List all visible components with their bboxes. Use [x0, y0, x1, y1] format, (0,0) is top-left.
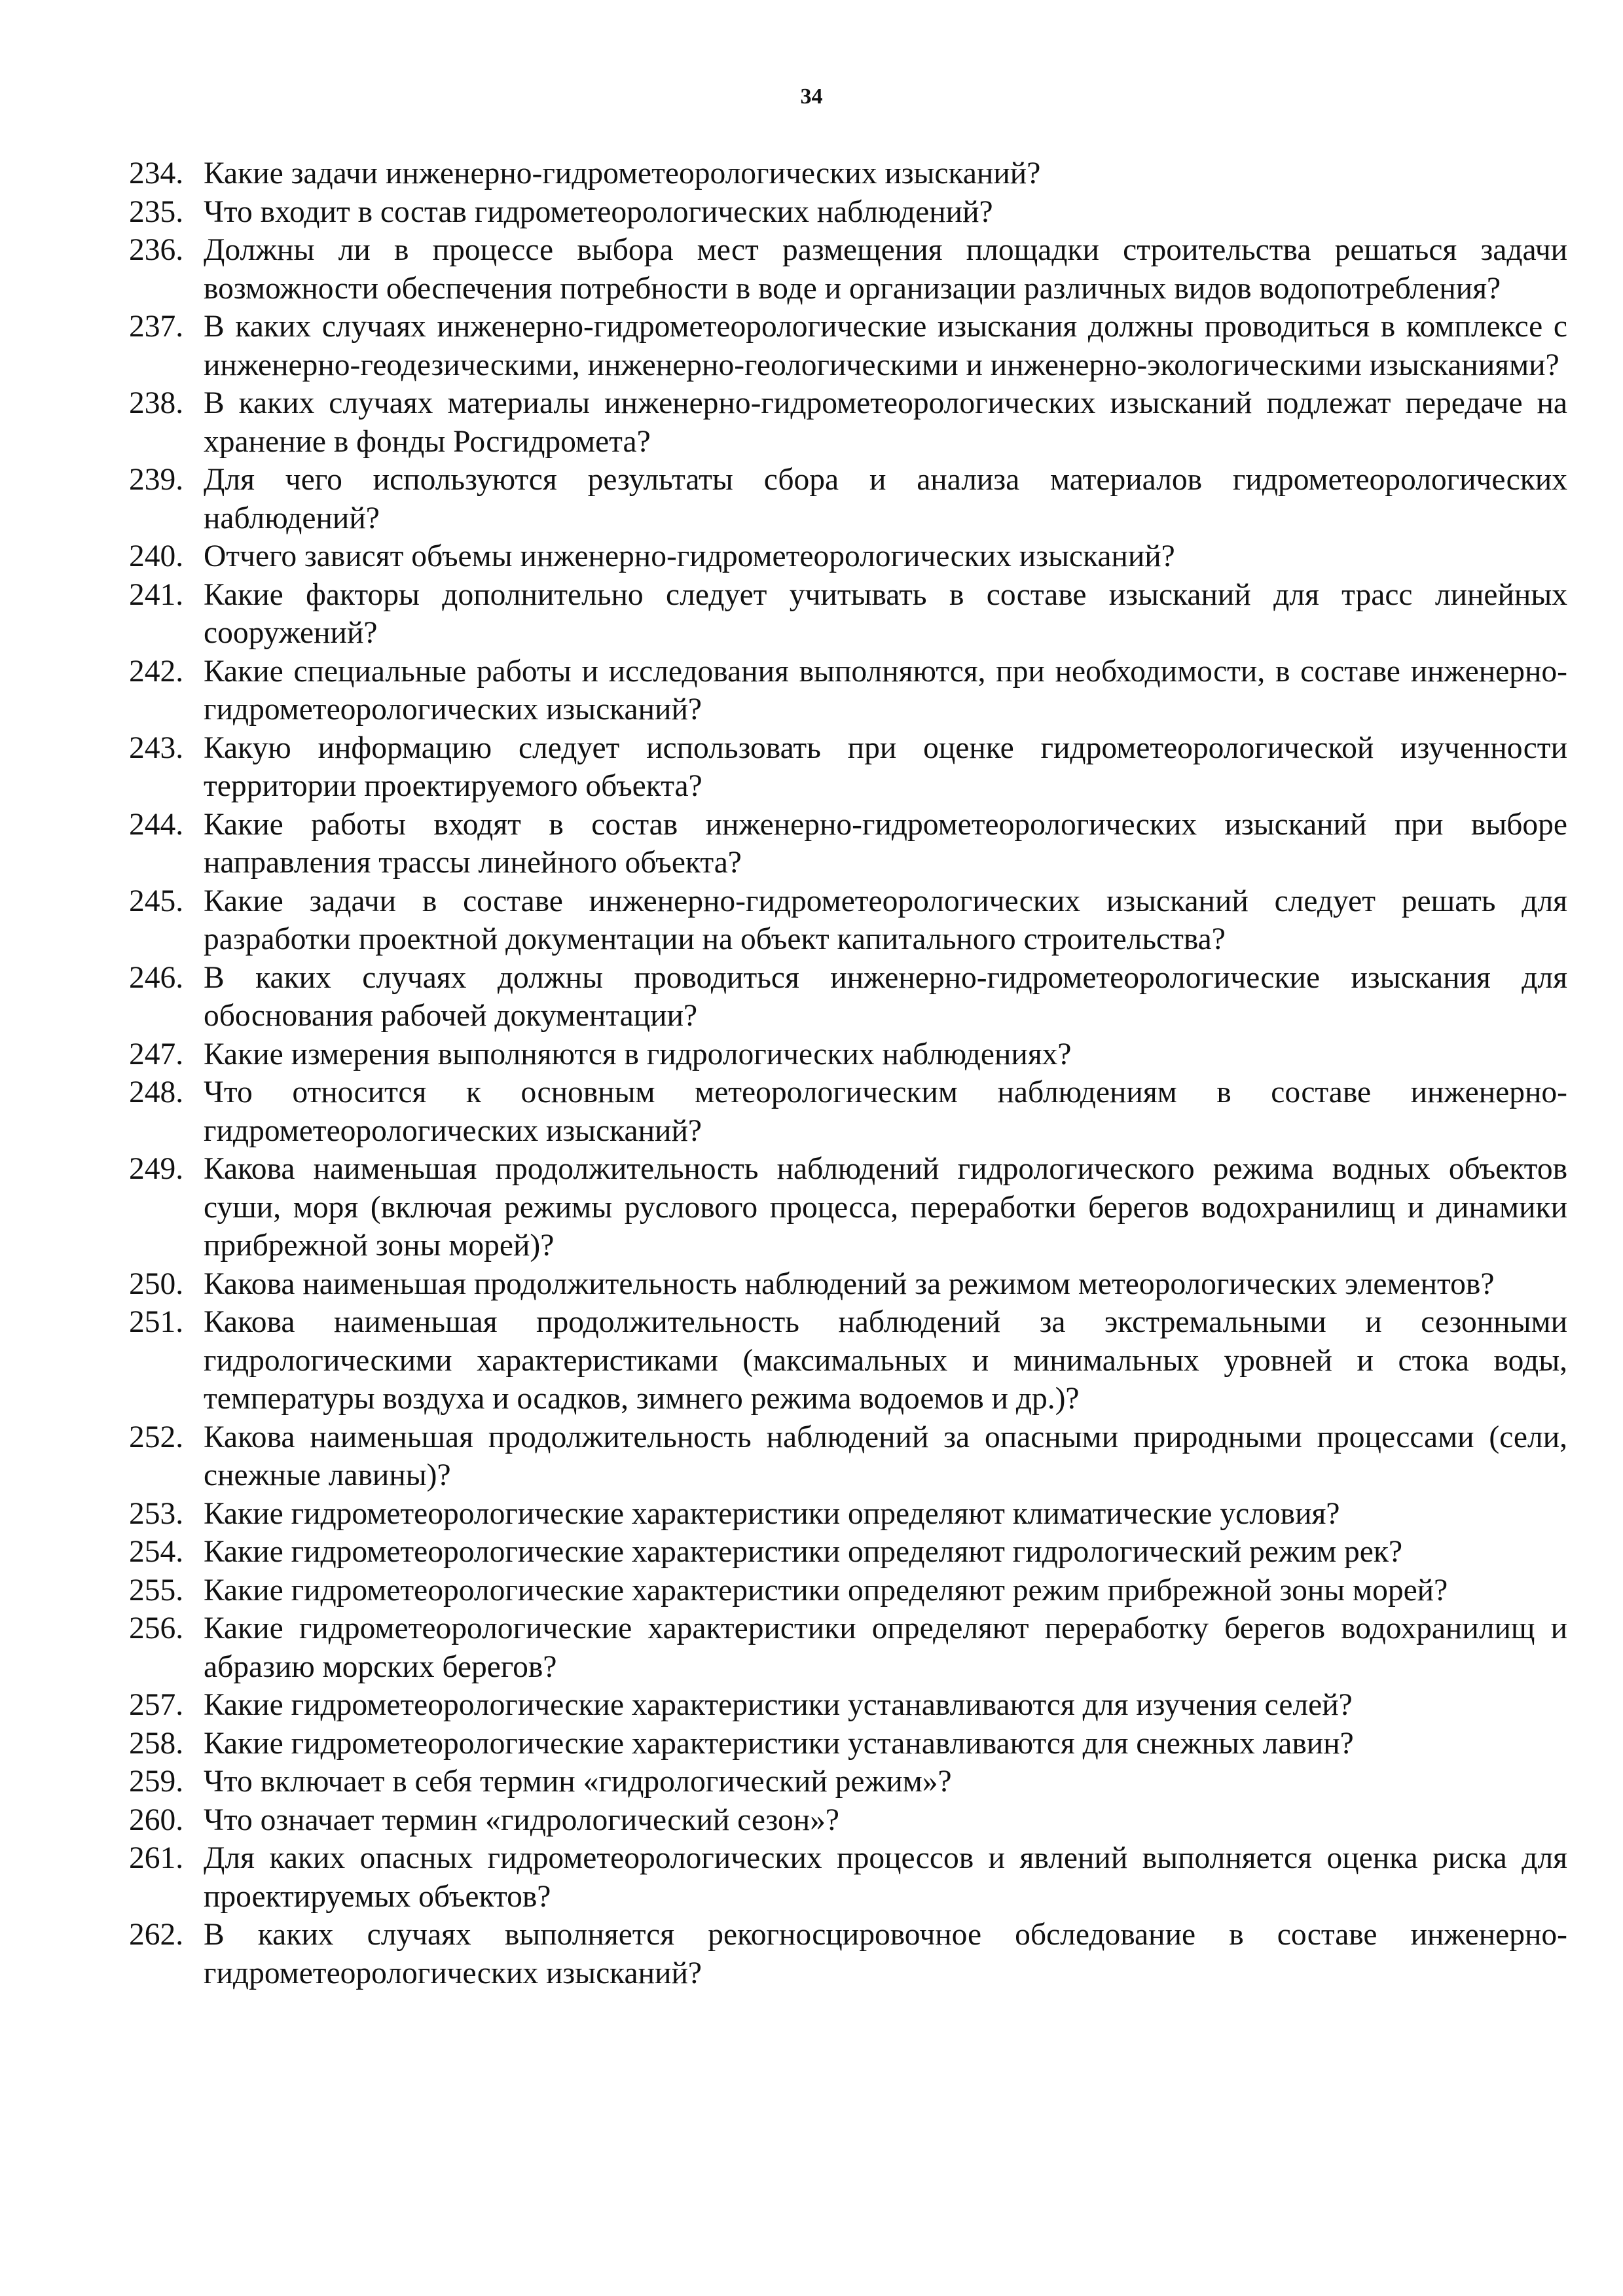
question-item	[0, 154, 1623, 193]
question-item	[0, 959, 1623, 1035]
question-number: 259.	[129, 1765, 184, 1799]
question-number: 256.	[129, 1611, 184, 1645]
question-number: 255.	[129, 1573, 184, 1607]
question-item	[0, 882, 1623, 959]
question-item	[0, 1073, 1623, 1150]
page-number: 34	[800, 84, 823, 109]
question-number: 241.	[129, 577, 184, 612]
question-number: 260.	[129, 1803, 184, 1837]
question-text: В каких случаях выполняется рекогносцировочное обследование в составе инженерно-гидрометеорологических изысканий?	[204, 1918, 1567, 1990]
question-number: 237.	[129, 310, 184, 344]
question-number: 251.	[129, 1305, 184, 1339]
question-number: 254.	[129, 1535, 184, 1569]
question-item	[0, 806, 1623, 882]
question-item	[0, 1916, 1623, 1992]
question-text: Какие гидрометеорологические характеристики устанавливаются для снежных лавин?	[204, 1726, 1354, 1761]
question-item	[0, 1533, 1623, 1571]
question-text: Отчего зависят объемы инженерно-гидрометеорологических изысканий?	[204, 539, 1175, 573]
question-number: 248.	[129, 1075, 184, 1109]
question-item	[0, 653, 1623, 729]
question-text: Какие гидрометеорологические характеристики устанавливаются для изучения селей?	[204, 1688, 1353, 1722]
question-number: 242.	[129, 654, 184, 689]
question-text: В каких случаях должны проводиться инженерно-гидрометеорологические изыскания для обоснования рабочей документации?	[204, 960, 1567, 1033]
question-item	[0, 537, 1623, 576]
question-number: 245.	[129, 884, 184, 918]
question-item	[0, 1763, 1623, 1801]
question-item	[0, 1571, 1623, 1610]
question-item	[0, 1035, 1623, 1074]
question-item	[0, 1839, 1623, 1916]
question-item	[0, 1418, 1623, 1495]
question-item	[0, 193, 1623, 232]
question-text: Какова наименьшая продолжительность наблюдений гидрологического режима водных объектов суши, моря (включая режимы руслового процесса, переработки берегов водохранилищ и динамики прибрежной зоны морей)?	[204, 1152, 1567, 1263]
question-number: 238.	[129, 386, 184, 420]
question-text: В каких случаях материалы инженерно-гидрометеорологических изысканий подлежат передаче на хранение в фонды Росгидромета?	[204, 386, 1567, 459]
question-item	[0, 231, 1623, 308]
question-number: 261.	[129, 1841, 184, 1875]
question-text: Что означает термин «гидрологический сезон»?	[204, 1803, 839, 1837]
question-number: 249.	[129, 1152, 184, 1186]
question-number: 236.	[129, 233, 184, 267]
question-number: 250.	[129, 1266, 184, 1301]
question-number: 247.	[129, 1037, 184, 1071]
question-text: Какова наименьшая продолжительность наблюдений за опасными природными процессами (сели, снежные лавины)?	[204, 1420, 1567, 1492]
question-item	[0, 576, 1623, 653]
question-list	[0, 154, 1623, 1992]
question-number: 235.	[129, 194, 184, 229]
question-number: 252.	[129, 1420, 184, 1454]
question-number: 240.	[129, 539, 184, 573]
question-item	[0, 729, 1623, 806]
question-text: Для чего используются результаты сбора и анализа материалов гидрометеорологических наблюдений?	[204, 463, 1567, 535]
question-item	[0, 384, 1623, 461]
question-item	[0, 1609, 1623, 1686]
question-item	[0, 308, 1623, 384]
question-item	[0, 1303, 1623, 1418]
question-text: Для каких опасных гидрометеорологических процессов и явлений выполняется оценка риска для проектируемых объектов?	[204, 1841, 1567, 1914]
question-text: Какие гидрометеорологические характеристики определяют климатические условия?	[204, 1496, 1340, 1531]
question-text: Что включает в себя термин «гидрологический режим»?	[204, 1765, 952, 1799]
question-item	[0, 1725, 1623, 1763]
question-text: Какие измерения выполняются в гидрологических наблюдениях?	[204, 1037, 1072, 1071]
question-number: 234.	[129, 156, 184, 190]
question-text: Какие задачи инженерно-гидрометеорологических изысканий?	[204, 156, 1041, 190]
question-item	[0, 1495, 1623, 1534]
question-item	[0, 1686, 1623, 1725]
question-text: Какие гидрометеорологические характеристики определяют режим прибрежной зоны морей?	[204, 1573, 1448, 1607]
question-number: 262.	[129, 1918, 184, 1952]
question-item	[0, 461, 1623, 537]
question-text: Что относится к основным метеорологическим наблюдениям в составе инженерно-гидрометеорологических изысканий?	[204, 1075, 1567, 1148]
question-number: 239.	[129, 463, 184, 497]
question-text: Что входит в состав гидрометеорологических наблюдений?	[204, 194, 993, 229]
question-text: Какие работы входят в состав инженерно-гидрометеорологических изысканий при выборе направления трассы линейного объекта?	[204, 807, 1567, 880]
question-text: Какова наименьшая продолжительность наблюдений за экстремальными и сезонными гидрологическими характеристиками (максимальных и минимальных уровней и стока воды, температуры воздуха и осадков, зимнего режима водоемов и др.)?	[204, 1305, 1567, 1416]
question-text: Какова наименьшая продолжительность наблюдений за режимом метеорологических элементов?	[204, 1266, 1495, 1301]
question-item	[0, 1801, 1623, 1840]
question-text: Какие факторы дополнительно следует учитывать в составе изысканий для трасс линейных сооружений?	[204, 577, 1567, 650]
question-number: 258.	[129, 1726, 184, 1761]
question-text: В каких случаях инженерно-гидрометеорологические изыскания должны проводиться в комплексе с инженерно-геодезическими, инженерно-геологическими и инженерно-экологическими изысканиями?	[204, 310, 1567, 382]
question-item	[0, 1150, 1623, 1265]
question-text: Какие гидрометеорологические характеристики определяют переработку берегов водохранилищ и абразию морских берегов?	[204, 1611, 1567, 1684]
question-number: 246.	[129, 960, 184, 995]
question-item	[0, 1265, 1623, 1304]
question-text: Какие гидрометеорологические характеристики определяют гидрологический режим рек?	[204, 1535, 1403, 1569]
question-text: Должны ли в процессе выбора мест размещения площадки строительства решаться задачи возможности обеспечения потребности в воде и организации различных видов водопотребления?	[204, 233, 1567, 306]
question-number: 253.	[129, 1496, 184, 1531]
question-text: Какую информацию следует использовать при оценке гидрометеорологической изученности территории проектируемого объекта?	[204, 730, 1567, 803]
question-text: Какие задачи в составе инженерно-гидрометеорологических изысканий следует решать для разработки проектной документации на объект капитального строительства?	[204, 884, 1567, 956]
question-number: 243.	[129, 730, 184, 765]
question-number: 244.	[129, 807, 184, 842]
question-text: Какие специальные работы и исследования выполняются, при необходимости, в составе инженерно-гидрометеорологических изысканий?	[204, 654, 1567, 726]
question-number: 257.	[129, 1688, 184, 1722]
